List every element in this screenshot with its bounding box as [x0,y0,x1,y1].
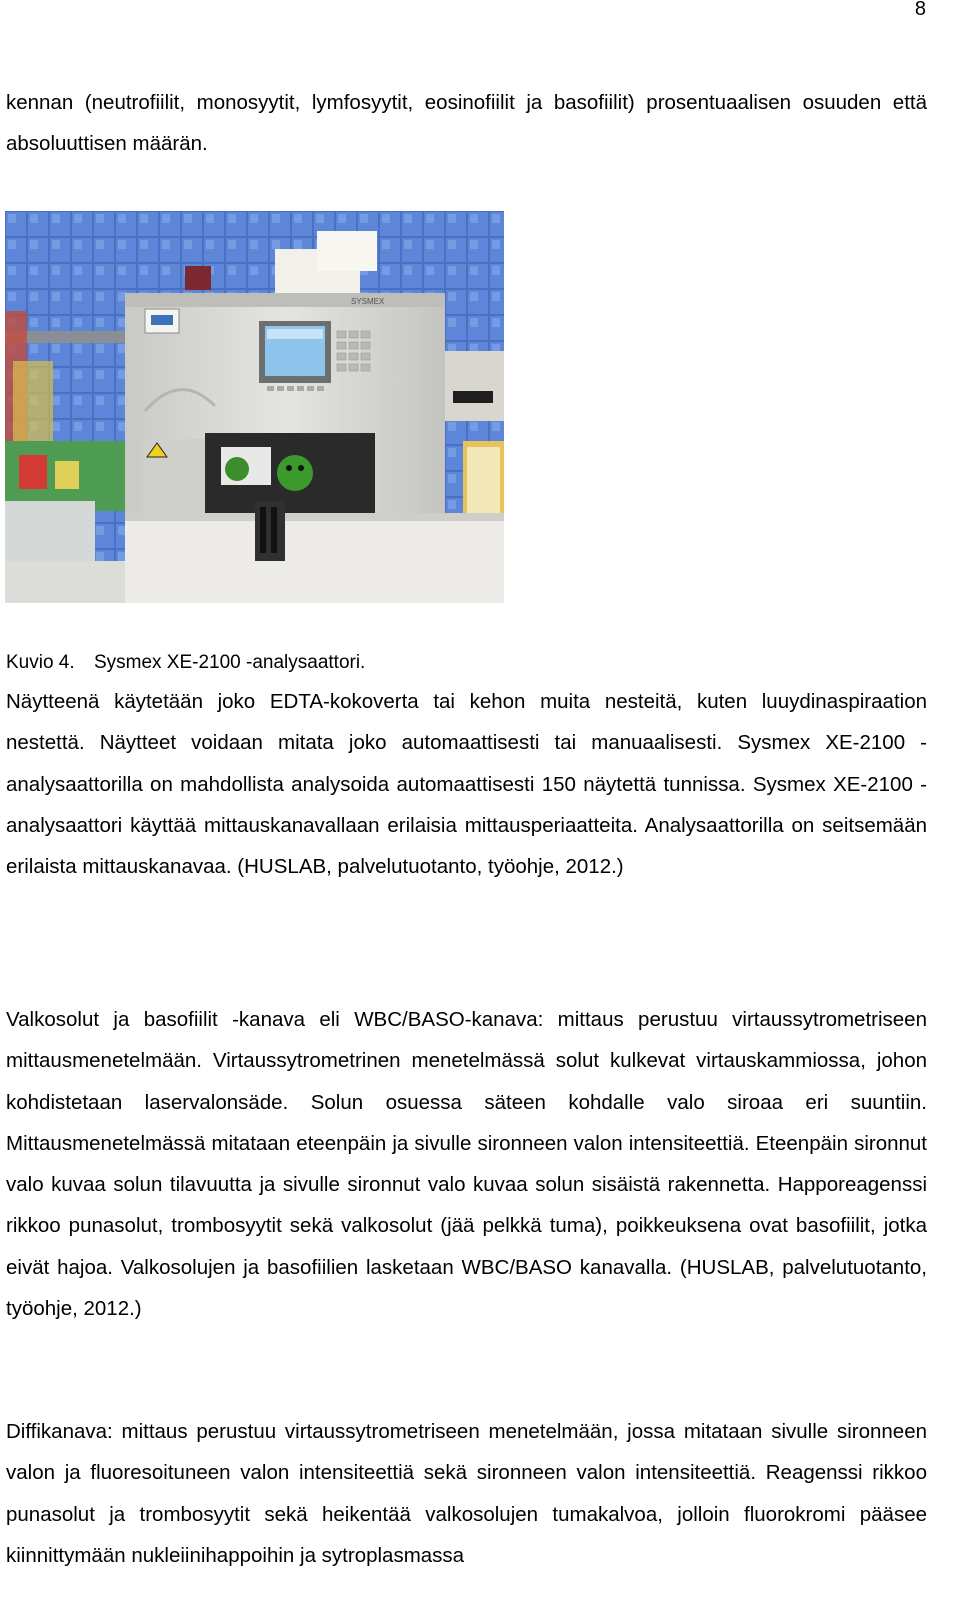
figure-caption-text: Sysmex XE-2100 -analysaattori. [93,652,366,673]
page-number: 8 [914,0,926,20]
paragraph-intro: kennan (neutrofiilit, monosyytit, lymfosyytit, eosinofiilit ja basofiilit) prosentuaalisen osuuden että absoluuttisen määrän. [6,91,927,156]
device-brand-text: SYSMEX [351,297,385,306]
paragraph-samples: Näytteenä käytetään joko EDTA-kokoverta tai kehon muita nesteitä, kuten luuydinaspiraation nestettä. Näytteet voidaan mitata joko automaattisesti tai manuaalisesti. Sysmex XE-2100 -analysaattorilla on mahdollista analysoida automaattisesti 150 näytettä tunnissa. Sysmex XE-2100 -analysaattori käyttää mittauskanavallaan erilaisia mittausperiaatteita. Analysaattorilla on seitsemään erilaista mittauskanavaa. (HUSLAB, palvelutuotanto, työohje, 2012.) [6,690,927,879]
figure-caption [6,648,365,678]
paragraph-diff: Diffikanava: mittaus perustuu virtaussytrometriseen menetelmään, jossa mitataan sivulle sironneen valon ja fluoresoituneen valon intensiteettiä sekä sironneen valon intensiteettiä. Reagenssi rikkoo punasolut ja trombosyytit sekä heikentää valkosolujen tumakalvoa, jolloin fluorokromi pääsee kiinnittymään nukleiinihappoihin ja sytroplasmassa [6,1420,927,1567]
analyzer-photo [5,211,504,603]
paragraph-wbc-baso: Valkosolut ja basofiilit -kanava eli WBC/BASO-kanava: mittaus perustuu virtaussytrometriseen mittausmenetelmään. Virtaussytrometrinen menetelmässä solut kulkevat virtauskammiossa, johon kohdistetaan laservalonsäde. Solun osuessa säteen kohdalle valo siroaa eri suuntiin. Mittausmenetelmässä mitataan eteenpäin ja sivulle sironneen valon intensiteettiä. Eteenpäin sironnut valo kuvaa solun tilavuutta ja sivulle sironnut valo kuvaa solun sisäistä rakennetta. Happoreagenssi rikkoo punasolut, trombosyytit sekä valkosolut (jää pelkkä tuma), poikkeuksena ovat basofiilit, jotka eivät hajoa. Valkosolujen ja basofiilien lasketaan WBC/BASO kanavalla. (HUSLAB, palvelutuotanto, työohje, 2012.) [6,1008,927,1321]
figure-label: Kuvio 4. [6,652,75,673]
